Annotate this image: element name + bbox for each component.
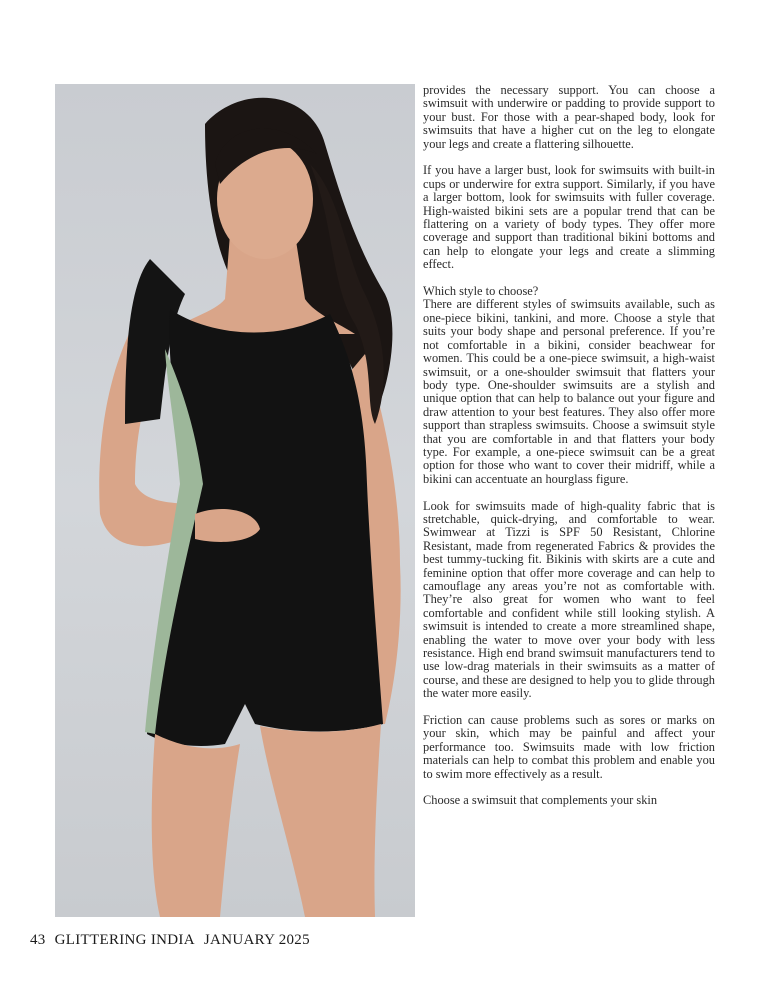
section-subheading: Which style to choose? — [423, 284, 539, 299]
article-paragraph: If you have a larger bust, look for swimsuits with built-in cups or underwire for extra support. Similarly, if you have a larger bottom, look for swimsuits with fuller coverage. High-waisted bikini sets are a popular trend that can be flattering on a variety of body types. They offer more coverage and support than traditional bikini bottoms and can help to elongate your legs and create a slimming effect. — [423, 163, 715, 272]
model-illustration — [55, 84, 415, 917]
article-paragraph: Friction can cause problems such as sores or marks on your skin, which may be painful and affect your performance too. Swimsuits made with low friction materials can help to combat this problem and enable you to swim more effectively as a result. — [423, 713, 715, 781]
article-paragraph: Look for swimsuits made of high-quality fabric that is stretchable, quick-drying, and comfortable to wear. Swimwear at Tizzi is SPF 50 Resistant, Chlorine Resistant, made from regenerated Fabrics & provides the best tummy-tucking fit. Bikinis with skirts are a cute and feminine option that offer more coverage and can help to camouflage any areas you’re not as comfortable with. They’re also great for women who want to feel comfortable and confident while still looking stylish. A swimsuit is intended to create a more streamlined shape, enabling the water to move over your body with less resistance. High end brand swimsuit manufacturers tend to use low-drag materials in their swimsuits as a matter of course, and these are designed to help you to glide through the water more easily. — [423, 498, 715, 701]
article-paragraph: There are different styles of swimsuits available, such as one-piece bikini, tankini, and more. Choose a style that suits your body shape and personal preference. If you’re not comfortable in a bikini, consider beachwear for women. This could be a one-piece swimsuit, a high-waist swimsuit, or a one-shoulder swimsuit that flatters your body type. One-shoulder swimsuits are a stylish and unique option that can help to balance out your figure and draw attention to your best features. They also offer more support than strapless swimsuits. Choose a swimsuit style that you are comfortable in and that flatters your body type. For example, a one-piece swimsuit can be a great option for those who want to cover their midriff, while a bikini can accentuate an hourglass figure. — [423, 297, 715, 486]
page-footer — [30, 932, 315, 949]
magazine-name: GLITTERING INDIA — [54, 932, 195, 948]
article-text — [423, 84, 715, 821]
model-photo — [55, 84, 415, 917]
article-paragraph: provides the necessary support. You can choose a swimsuit with underwire or padding to provide support to your bust. For those with a pear-shaped body, look for swimsuits that have a higher cut on the leg to elongate your legs and create a flattering silhouette. — [423, 83, 715, 151]
article-paragraph: Choose a swimsuit that complements your skin — [423, 793, 658, 808]
page-number: 43 — [30, 932, 46, 948]
issue-date: JANUARY 2025 — [203, 932, 310, 948]
